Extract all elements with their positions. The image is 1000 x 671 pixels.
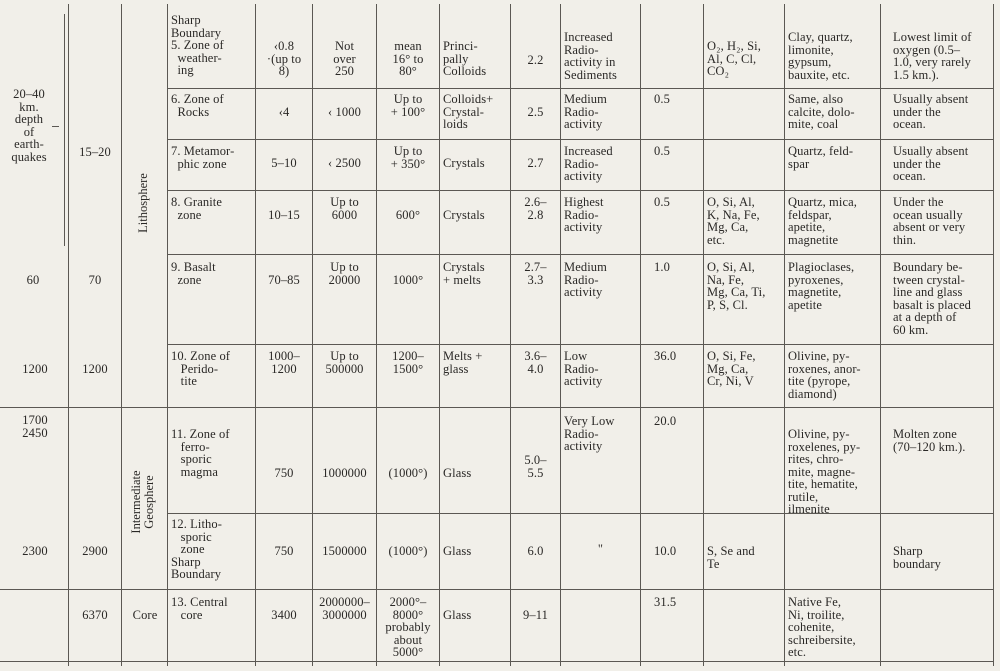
zone-name: 13. Central core bbox=[171, 595, 228, 622]
pressure-value: 1000– 1200 bbox=[268, 349, 300, 376]
elements-value: S, Se and Te bbox=[707, 544, 755, 571]
state-value: Crystals + melts bbox=[443, 260, 485, 287]
density-value: 3.6– 4.0 bbox=[524, 349, 547, 376]
bracket-tip bbox=[52, 126, 59, 127]
notes-value: Molten zone (70–120 km.). bbox=[893, 427, 966, 454]
pressure-value: 70–85 bbox=[268, 273, 300, 287]
state-value: Princi- pally Colloids bbox=[443, 39, 487, 78]
zone-name: 7. Metamor- phic zone bbox=[171, 144, 235, 171]
zone-name: 12. Litho- sporic zone Sharp Boundary bbox=[171, 517, 222, 581]
radioactivity-value: Highest Radio- activity bbox=[564, 195, 604, 234]
heat-value: 0.5 bbox=[654, 92, 670, 106]
heat-value: 20.0 bbox=[654, 414, 677, 428]
col-divider bbox=[510, 4, 511, 666]
minerals-value: Quartz, feld- spar bbox=[788, 144, 854, 171]
thickness-value: Not over 250 bbox=[333, 39, 356, 78]
radioactivity-value: Medium Radio- activity bbox=[564, 92, 607, 131]
row-divider bbox=[0, 661, 993, 662]
radioactivity-value: Increased Radio- activity bbox=[564, 144, 613, 183]
row-divider bbox=[167, 190, 993, 191]
row-divider bbox=[0, 589, 993, 590]
depth-earthquakes: 20–40 km. depth of earth- quakes bbox=[11, 87, 47, 164]
radioactivity-value: Medium Radio- activity bbox=[564, 260, 607, 299]
temperature-value: Up to + 350° bbox=[390, 144, 426, 171]
pressure-value: 3400 bbox=[271, 608, 297, 622]
depth-60: 60 bbox=[26, 273, 40, 287]
depth-15-20: 15–20 bbox=[79, 145, 111, 159]
row-divider bbox=[167, 254, 993, 255]
temperature-value: Up to + 100° bbox=[390, 92, 426, 119]
depth-1700-2450: 1700 2450 bbox=[22, 413, 48, 440]
pressure-value: 5–10 bbox=[271, 156, 297, 170]
depth-6370: 6370 bbox=[82, 608, 108, 622]
elements-value: O, Si, Al, K, Na, Fe, Mg, Ca, etc. bbox=[707, 195, 760, 247]
pressure-value: 750 bbox=[274, 544, 294, 558]
row-divider bbox=[167, 344, 993, 345]
zone-name: 6. Zone of Rocks bbox=[171, 92, 224, 119]
density-value: 2.6– 2.8 bbox=[524, 195, 547, 222]
temperature-value: 1000° bbox=[392, 273, 424, 287]
heat-value: 1.0 bbox=[654, 260, 670, 274]
thickness-value: Up to 20000 bbox=[328, 260, 361, 287]
notes-value: Sharp boundary bbox=[893, 544, 942, 571]
notes-value: Usually absent under the ocean. bbox=[893, 92, 969, 131]
zone-name: 10. Zone of Perido- tite bbox=[171, 349, 231, 388]
density-value: 9–11 bbox=[523, 608, 548, 622]
state-value: Glass bbox=[443, 608, 472, 622]
col-divider bbox=[784, 4, 785, 666]
state-value: Crystals bbox=[443, 156, 485, 170]
minerals-value: Same, also calcite, dolo- mite, coal bbox=[788, 92, 855, 131]
heat-value: 10.0 bbox=[654, 544, 677, 558]
pressure-value: 750 bbox=[274, 466, 294, 480]
col-divider bbox=[68, 4, 69, 666]
state-value: Melts + glass bbox=[443, 349, 483, 376]
bracket-line bbox=[58, 14, 65, 246]
zone-name: 8. Granite zone bbox=[171, 195, 222, 222]
density-value: 2.7– 3.3 bbox=[524, 260, 547, 287]
radioactivity-value: Increased Radio- activity in Sediments bbox=[564, 30, 617, 82]
pressure-value: ‹0.8 ·(up to 8) bbox=[266, 39, 302, 78]
minerals-value: Olivine, py- roxenes, anor- tite (pyrope, diamond) bbox=[788, 349, 861, 401]
row-divider bbox=[167, 513, 993, 514]
col-divider bbox=[255, 4, 256, 666]
notes-value: Under the ocean usually absent or very thin. bbox=[893, 195, 966, 247]
depth-2900: 2900 bbox=[82, 544, 108, 558]
thickness-value: Up to 500000 bbox=[325, 349, 364, 376]
row-divider bbox=[167, 139, 993, 140]
notes-value: Boundary be- tween crystal- line and glass basalt is placed at a depth of 60 km. bbox=[893, 260, 971, 337]
col-divider bbox=[167, 4, 168, 666]
notes-value: Lowest limit of oxygen (0.5– 1.0, very rarely 1.5 km.). bbox=[893, 30, 972, 82]
temperature-value: 1200– 1500° bbox=[392, 349, 424, 376]
density-value: 5.0– 5.5 bbox=[524, 453, 547, 480]
elements-value: O, Si, Al, Na, Fe, Mg, Ca, Ti, P, S, Cl. bbox=[707, 260, 766, 312]
temperature-value: mean 16° to 80° bbox=[392, 39, 424, 78]
row-divider bbox=[0, 407, 993, 408]
depth-2300: 2300 bbox=[22, 544, 48, 558]
row-divider bbox=[167, 88, 993, 89]
zone-name: 9. Basalt zone bbox=[171, 260, 216, 287]
elements-value: O₂, H₂, Si, Al, C, Cl, CO₂ bbox=[707, 39, 761, 78]
thickness-value: 1000000 bbox=[322, 466, 367, 480]
col-divider bbox=[880, 4, 881, 666]
col-divider bbox=[439, 4, 440, 666]
radioactivity-value: Very Low Radio- activity bbox=[564, 414, 615, 453]
heat-value: 0.5 bbox=[654, 195, 670, 209]
thickness-value: Up to 6000 bbox=[330, 195, 359, 222]
elements-value: O, Si, Fe, Mg, Ca, Cr, Ni, V bbox=[707, 349, 756, 388]
thickness-value: 1500000 bbox=[322, 544, 367, 558]
label-intermediate-geosphere: Intermediate Geosphere bbox=[129, 470, 156, 534]
minerals-value: Native Fe, Ni, troilite, cohenite, schreibersite, etc. bbox=[788, 595, 856, 659]
col-divider bbox=[312, 4, 313, 666]
density-value: 2.7 bbox=[527, 156, 544, 170]
depth-70: 70 bbox=[88, 273, 102, 287]
minerals-value: Plagioclases, pyroxenes, magnetite, apetite bbox=[788, 260, 855, 312]
heat-value: 36.0 bbox=[654, 349, 677, 363]
temperature-value: 2000°– 8000° probably about 5000° bbox=[385, 595, 431, 659]
state-value: Colloids+ Crystal- loids bbox=[443, 92, 494, 131]
minerals-value: Clay, quartz, limonite, gypsum, bauxite, etc. bbox=[788, 30, 853, 82]
radioactivity-value: " bbox=[597, 542, 604, 556]
temperature-value: (1000°) bbox=[388, 544, 428, 558]
thickness-value: ‹ 1000 bbox=[328, 105, 361, 119]
pressure-value: 10–15 bbox=[268, 208, 300, 222]
depth-1200: 1200 bbox=[22, 362, 48, 376]
thickness-value: 2000000– 3000000 bbox=[319, 595, 370, 622]
zone-name: Sharp Boundary 5. Zone of weather- ing bbox=[171, 13, 224, 77]
col-divider bbox=[560, 4, 561, 666]
notes-value: Usually absent under the ocean. bbox=[893, 144, 969, 183]
pressure-value: ‹4 bbox=[278, 105, 290, 119]
temperature-value: (1000°) bbox=[388, 466, 428, 480]
heat-value: 31.5 bbox=[654, 595, 677, 609]
density-value: 6.0 bbox=[527, 544, 544, 558]
density-value: 2.2 bbox=[527, 53, 544, 67]
minerals-value: Quartz, mica, feldspar, apetite, magnetite bbox=[788, 195, 857, 247]
radioactivity-value: Low Radio- activity bbox=[564, 349, 603, 388]
state-value: Crystals bbox=[443, 208, 485, 222]
heat-value: 0.5 bbox=[654, 144, 670, 158]
state-value: Glass bbox=[443, 466, 472, 480]
minerals-value: Olivine, py- roxelenes, py- rites, chro- mite, magne- tite, hematite, rutile, ilmenite bbox=[788, 427, 861, 516]
col-divider bbox=[993, 4, 994, 666]
col-divider bbox=[121, 4, 122, 666]
col-divider bbox=[703, 4, 704, 666]
col-divider bbox=[640, 4, 641, 666]
zone-name: 11. Zone of ferro- sporic magma bbox=[171, 427, 230, 479]
state-value: Glass bbox=[443, 544, 472, 558]
temperature-value: 600° bbox=[395, 208, 421, 222]
label-core: Core bbox=[132, 608, 158, 622]
thickness-value: ‹ 2500 bbox=[328, 156, 361, 170]
depth-1200-b: 1200 bbox=[82, 362, 108, 376]
label-lithosphere: Lithosphere bbox=[136, 173, 150, 233]
density-value: 2.5 bbox=[527, 105, 544, 119]
